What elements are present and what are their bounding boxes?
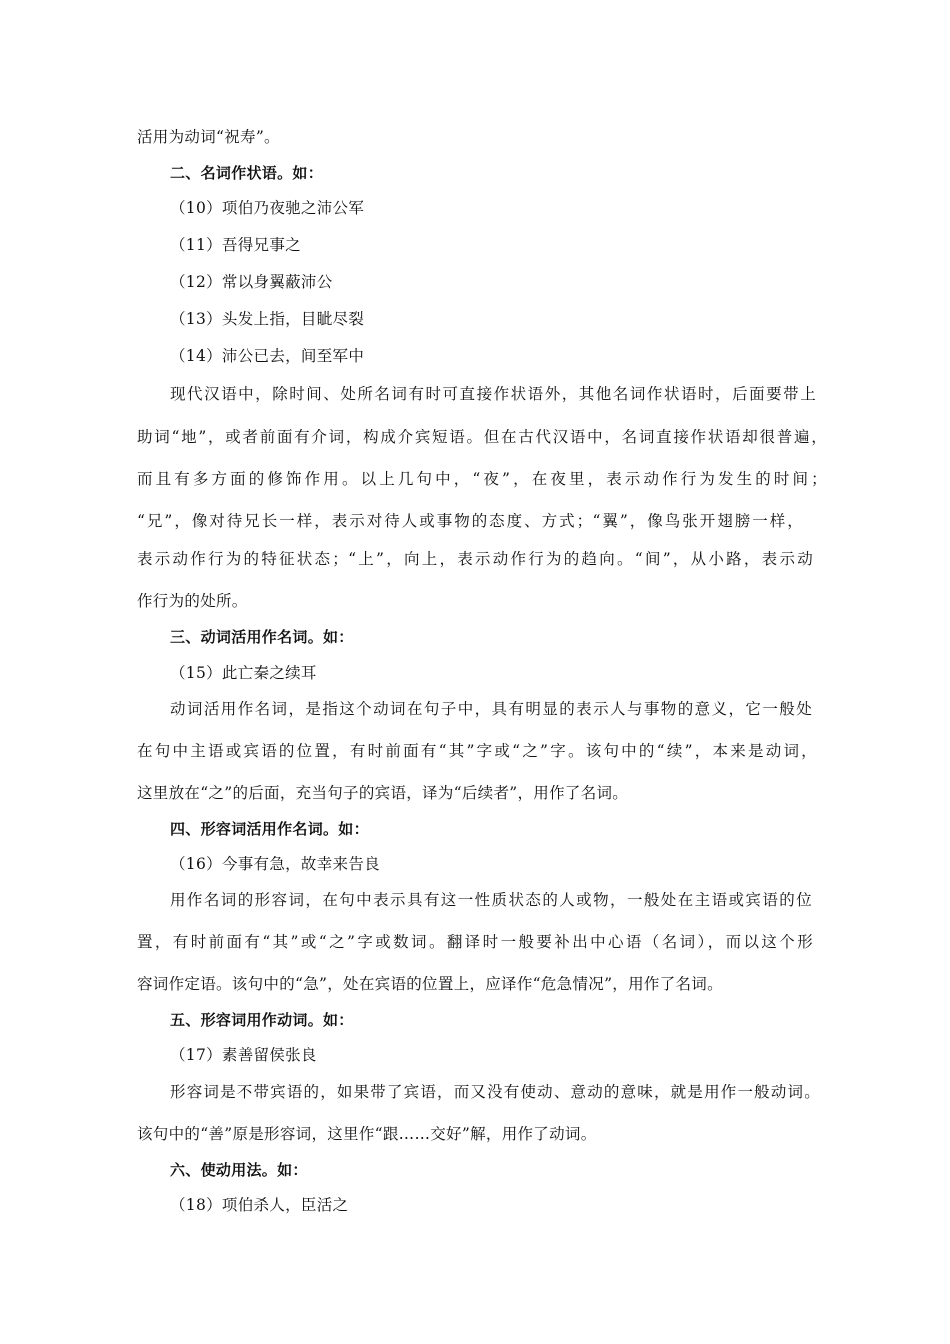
example-13: （13）头发上指，目眦尽裂 <box>170 310 365 328</box>
paragraph-line: 形容词是不带宾语的，如果带了宾语，而又没有使动、意动的意味，就是用作一般动词。 <box>170 1083 820 1101</box>
example-17: （17）素善留侯张良 <box>170 1046 317 1064</box>
paragraph-line: 动词活用作名词，是指这个动词在句子中，具有明显的表示人与事物的意义，它一般处 <box>170 700 812 718</box>
text-line: 活用为动词“祝寿”。 <box>137 128 280 146</box>
example-15: （15）此亡秦之续耳 <box>170 664 317 682</box>
example-16: （16）今事有急，故幸来告良 <box>170 855 380 873</box>
paragraph-line: 这里放在“之”的后面，充当句子的宾语，译为“后续者”，用作了名词。 <box>137 784 629 802</box>
paragraph-line: 置，有时前面有“其”或“之”字或数词。翻译时一般要补出中心语（名词），而以这个形 <box>137 933 813 951</box>
paragraph-line: 而且有多方面的修饰作用。以上几句中，“夜”，在夜里，表示动作行为发生的时间； <box>137 470 827 488</box>
section-heading-6: 六、使动用法。如： <box>170 1161 308 1179</box>
section-heading-2: 二、名词作状语。如： <box>170 164 324 182</box>
paragraph-line: “兄”，像对待兄长一样，表示对待人或事物的态度、方式；“翼”，像鸟张开翅膀一样， <box>137 512 803 530</box>
paragraph-line: 容词作定语。该句中的“急”，处在宾语的位置上，应译作“危急情况”，用作了名词。 <box>137 975 723 993</box>
example-14: （14）沛公已去，间至军中 <box>170 347 365 365</box>
example-12: （12）常以身翼蔽沛公 <box>170 273 333 291</box>
paragraph-line: 现代汉语中，除时间、处所名词有时可直接作状语外，其他名词作状语时，后面要带上 <box>170 385 816 403</box>
paragraph-line: 该句中的“善”原是形容词，这里作“跟……交好”解，用作了动词。 <box>137 1125 597 1143</box>
section-heading-4: 四、形容词活用作名词。如： <box>170 820 369 838</box>
example-10: （10）项伯乃夜驰之沛公军 <box>170 199 365 217</box>
paragraph-line: 作行为的处所。 <box>137 592 248 610</box>
paragraph-line: 表示动作行为的特征状态；“上”，向上，表示动作行为的趋向。“间”，从小路，表示动 <box>137 550 813 568</box>
section-heading-5: 五、形容词用作动词。如： <box>170 1011 354 1029</box>
example-18: （18）项伯杀人，臣活之 <box>170 1196 349 1214</box>
paragraph-line: 在句中主语或宾语的位置，有时前面有“其”字或“之”字。该句中的“续”，本来是动词， <box>137 742 817 760</box>
section-heading-3: 三、动词活用作名词。如： <box>170 628 354 646</box>
paragraph-line: 用作名词的形容词，在句中表示具有这一性质状态的人或物，一般处在主语或宾语的位 <box>170 891 812 909</box>
example-11: （11）吾得兄事之 <box>170 236 301 254</box>
paragraph-line: 助词“地”，或者前面有介词，构成介宾短语。但在古代汉语中，名词直接作状语却很普遍， <box>137 428 827 446</box>
